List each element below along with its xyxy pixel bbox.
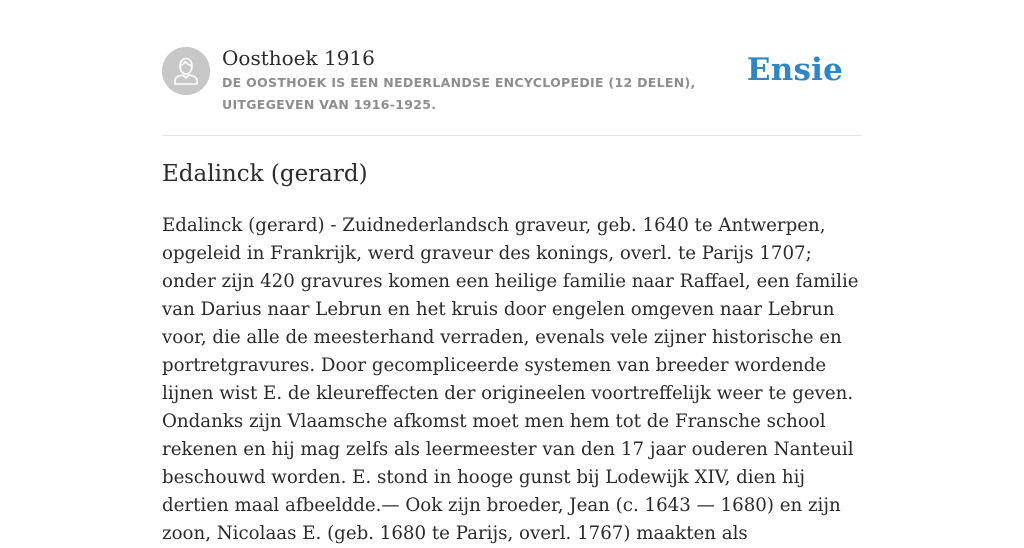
article-body: Edalinck (gerard) - Zuidnederlandsch graveur, geb. 1640 te Antwerpen, opgeleid in Frankrijk, werd graveur des konings, overl. te Parijs 1707; onder zijn 420 gravures komen een heilige familie naar Raffael, een familie van Darius naar Lebrun en het kruis door engelen omgeven naar Lebrun voor, die alle de meesterhand verraden, evenals vele zijner historische en portretgravures. Door gecompliceerde systemen van breeder wordende lijnen wist E. de kleureffecten der origineelen voortreffelijk weer te geven. Ondanks zijn Vlaamsche afkomst moet men hem tot de Fransche school rekenen en hij mag zelfs als leermeester van den 17 jaar ouderen Nanteuil beschouwd worden. E. stond in hooge gunst bij Lodewijk XIV, dien hij dertien maal afbeeldde.— Ook zijn broeder, Jean (c. 1643 — 1680) en zijn zoon, Nicolaas E. (geb. 1680 te Parijs, overl. 1767) maakten als [162, 215, 859, 544]
divider [162, 135, 862, 136]
user-icon [162, 47, 210, 95]
source-header [162, 44, 862, 134]
brand-logo[interactable]: Ensie [746, 52, 843, 88]
article-title: Edalinck (gerard) [162, 161, 368, 187]
source-description: DE OOSTHOEK IS EEN NEDERLANDSE ENCYCLOPEDIE (12 DELEN), UITGEGEVEN VAN 1916-1925. [222, 75, 696, 112]
source-name[interactable]: Oosthoek 1916 [222, 46, 375, 70]
